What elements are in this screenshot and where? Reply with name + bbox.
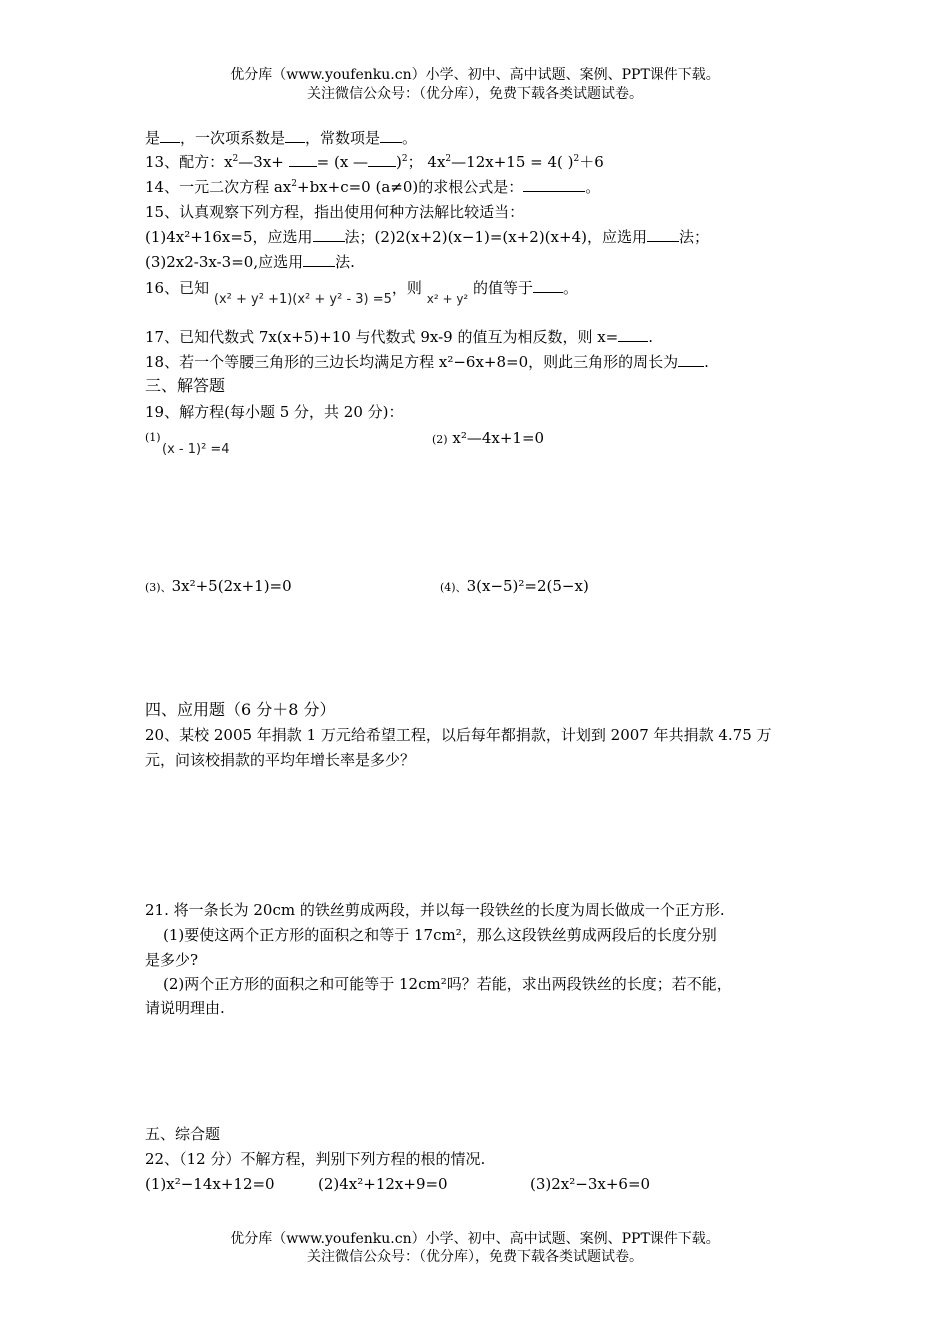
q16-formula2: x² + y² [426, 292, 469, 306]
q17-text-a: 17、已知代数式 7x(x+5)+10 与代数式 9x-9 的值互为相反数，则 x= [145, 328, 619, 346]
blank [285, 129, 305, 143]
q12-text-d: 。 [402, 129, 418, 147]
q18-text-b: . [704, 353, 709, 371]
q13-text-e: ； 4x [407, 153, 446, 171]
q15-text-1c: 法； [678, 228, 709, 246]
page-header-line2: 关注微信公众号：（优分库），免费下载各类试题试卷。 [307, 86, 643, 102]
blank [678, 353, 704, 367]
q19-p3-formula: 3x²+5(2x+1)=0 [171, 577, 292, 595]
q22-p1: (1)x²−14x+12=0 [145, 1175, 275, 1193]
blank [618, 328, 648, 342]
q19-p2-label: (2) [432, 433, 448, 446]
blank [647, 228, 679, 242]
q16-text-a: 16、已知 [145, 279, 210, 297]
q22-title: 22、（12 分）不解方程，判别下列方程的根的情况. [145, 1150, 486, 1168]
q13-line: 13、配方：$x^2—3x+ = (x$ — )$^2$； $4x^2—12x+15 = 4$( )$^2$＋6 [145, 153, 604, 171]
q13-text-a: 13、配方：x [145, 153, 233, 171]
q14-text-c: 。 [585, 178, 601, 196]
q12-line [145, 128, 417, 148]
q19-p1-label: (1) [145, 431, 161, 444]
q19-p3 [145, 576, 292, 598]
q13-text-f: —12x+15 = 4( ) [451, 153, 574, 171]
q19-title: 19、解方程(每小题 5 分，共 20 分)： [145, 403, 404, 421]
q16-formula: (x² + y² +1)(x² + y² - 3) =5 [213, 292, 392, 307]
q13-text-c: = (x — [316, 153, 369, 171]
q15-intro: 15、认真观察下列方程，指出使用何种方法解比较适当： [145, 203, 525, 221]
q12-text-b: ，一次项系数是 [180, 129, 286, 147]
q13-text-b: —3x+ [238, 153, 289, 171]
q21-line1: 21. 将一条长为 20cm 的铁丝剪成两段，并以每一段铁丝的长度为周长做成一个正方形. [145, 901, 725, 919]
q16-line [145, 278, 579, 307]
q14-text-b: +bx+c=0 (a≠0)的求根公式是： [297, 178, 524, 196]
blank [289, 153, 317, 167]
q21-line5: 请说明理由. [145, 999, 225, 1017]
page-footer-line2: 关注微信公众号：（优分库），免费下载各类试题试卷。 [307, 1249, 643, 1265]
q17-text-b: . [648, 328, 654, 346]
q20-line1: 20、某校 2005 年捐款 1 万元给希望工程，以后每年都捐款，计划到 2007 年共捐款 4.75 万 [145, 726, 772, 744]
q13-text-g: ＋6 [579, 153, 604, 171]
q15-text-1b: 法；(2)2(x+2)(x−1)=(x+2)(x+4)，应选用 [344, 228, 647, 246]
q19-p4-formula: 3(x−5)²=2(5−x) [466, 577, 589, 595]
q19-p2 [432, 428, 544, 450]
blank [368, 153, 396, 167]
q19-p4-label: (4)、 [440, 581, 467, 594]
q12-text-c: ，常数项是 [305, 129, 381, 147]
blank [523, 178, 585, 192]
page-header-line1: 优分库（www.youfenku.cn）小学、初中、高中试题、案例、PPT课件下载。 [230, 67, 720, 83]
q17-line [145, 327, 653, 347]
q21-line3: 是多少? [145, 951, 199, 969]
q18-line [145, 352, 709, 372]
q13-text-d: ) [396, 153, 402, 171]
q15-line1 [145, 227, 709, 247]
q19-p3-label: (3)、 [145, 581, 172, 594]
blank [303, 253, 335, 267]
section-3-heading: 三、解答题 [145, 376, 226, 395]
section-4-heading: 四、应用题（6 分＋8 分） [145, 700, 336, 719]
q14-text-a: 14、一元二次方程 ax [145, 178, 292, 196]
q21-line4: (2)两个正方形的面积之和可能等于 12cm²吗？若能，求出两段铁丝的长度；若不能， [163, 975, 732, 993]
q14-line: 14、一元二次方程 $ax^2+bx+c=0$ (a≠0)的求根公式是： 。 [145, 178, 601, 196]
q20-line2: 元，问该校捐款的平均年增长率是多少？ [145, 751, 416, 769]
q15-line2 [145, 252, 355, 272]
q19-p2-formula: x²—4x+1=0 [452, 429, 545, 447]
q12-text-a: 是 [145, 129, 161, 147]
q16-text-b: ，则 [391, 279, 422, 297]
page-footer-line1: 优分库（www.youfenku.cn）小学、初中、高中试题、案例、PPT课件下载。 [230, 1231, 720, 1247]
q15-text-1: (1)4x²+16x=5，应选用 [145, 228, 313, 246]
q18-text-a: 18、若一个等腰三角形的三边长均满足方程 x²−6x+8=0，则此三角形的周长为 [145, 353, 679, 371]
q15-text-2b: 法. [335, 253, 355, 271]
q15-text-2: (3)2x2-3x-3=0,应选用 [145, 253, 304, 271]
q22-p2: (2)4x²+12x+9=0 [318, 1175, 448, 1193]
blank [380, 129, 402, 143]
q16-text-c: 的值等于 [473, 279, 534, 297]
q19-p4 [440, 576, 589, 598]
q22-p3: (3)2x²−3x+6=0 [530, 1175, 651, 1193]
blank [533, 279, 563, 293]
q19-p1-formula: (x - 1)² =4 [162, 442, 230, 457]
blank [160, 129, 180, 143]
section-5-heading: 五、综合题 [145, 1125, 221, 1143]
q21-line2: (1)要使这两个正方形的面积之和等于 17cm²，那么这段铁丝剪成两段后的长度分别 [163, 926, 717, 944]
q16-text-d: 。 [563, 279, 579, 297]
blank [313, 228, 345, 242]
